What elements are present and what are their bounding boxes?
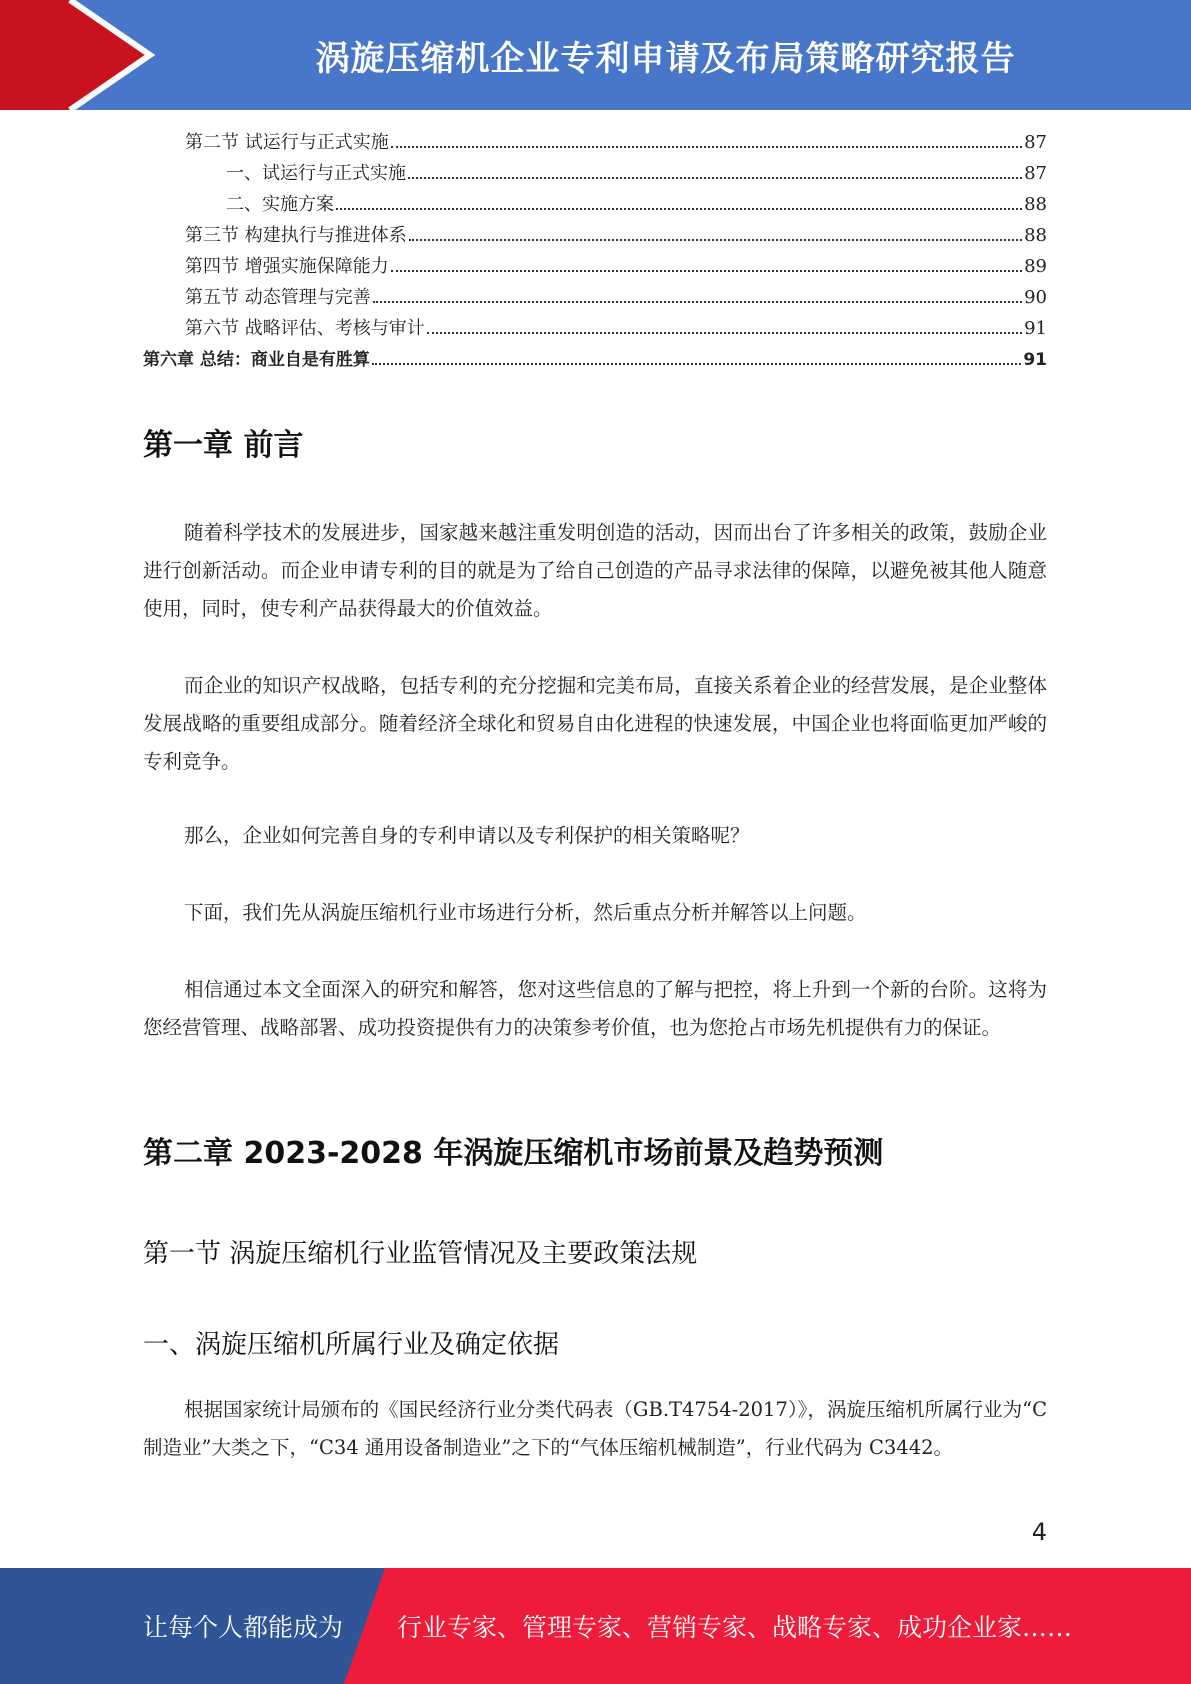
toc-item-page: 89 [1024, 256, 1047, 277]
toc-item-label: 第三节 构建执行与推进体系 [185, 225, 407, 246]
toc-item[interactable] [143, 221, 1047, 252]
toc-item-label: 第五节 动态管理与完善 [185, 287, 371, 308]
toc-item-label: 第六章 总结：商业自是有胜算 [143, 350, 370, 370]
report-title: 涡旋压缩机企业专利申请及布局策略研究报告 [315, 38, 1016, 79]
section-heading: 第一节 涡旋压缩机行业监管情况及主要政策法规 [143, 1239, 698, 1269]
subsection-heading: 一、涡旋压缩机所属行业及确定依据 [143, 1330, 560, 1360]
chapter1-paragraph: 相信通过本文全面深入的研究和解答，您对这些信息的了解与把控，将上升到一个新的台阶。这将为您经营管理、战略部署、成功投资提供有力的决策参考价值，也为您抢占市场先机提供有力的保证。 [143, 978, 1047, 1039]
chapter2-paragraph: 根据国家统计局颁布的《国民经济行业分类代码表（GB.T4754-2017）》，涡旋压缩机所属行业为“C 制造业”大类之下，“C34 通用设备制造业”之下的“气体压缩机械制造”，行业代码为 C3442。 [143, 1398, 1047, 1459]
toc-item[interactable] [143, 128, 1047, 159]
toc-leader [427, 331, 1022, 334]
toc-item[interactable] [143, 159, 1047, 190]
chapter1-paragraph: 下面，我们先从涡旋压缩机行业市场进行分析，然后重点分析并解答以上问题。 [184, 901, 867, 924]
toc-item[interactable] [143, 190, 1047, 221]
toc-item-page: 87 [1024, 132, 1047, 153]
footer-slogan-left: 让每个人都能成为 [143, 1613, 344, 1642]
toc-item[interactable] [143, 283, 1047, 314]
header-band [0, 0, 1191, 110]
page-number: 4 [1031, 1518, 1047, 1546]
toc-item-page: 91 [1023, 350, 1047, 370]
toc-item-page: 88 [1024, 194, 1047, 215]
toc-leader [336, 207, 1022, 210]
toc-item-label: 一、试运行与正式实施 [226, 163, 406, 184]
toc-item-label: 第六节 战略评估、考核与审计 [185, 318, 425, 339]
toc-leader [373, 300, 1022, 303]
toc-item-page: 90 [1024, 287, 1047, 308]
table-of-contents [143, 128, 1047, 376]
toc-leader [372, 362, 1021, 365]
chapter1-paragraph: 随着科学技术的发展进步，国家越来越注重发明创造的活动，因而出台了许多相关的政策，鼓励企业进行创新活动。而企业申请专利的目的就是为了给自己创造的产品寻求法律的保障，以避免被其他人随意使用，同时，使专利产品获得最大的价值效益。 [143, 521, 1047, 620]
toc-leader [409, 238, 1022, 241]
chapter1-heading: 第一章 前言 [143, 428, 304, 463]
toc-item-page: 91 [1024, 318, 1047, 339]
toc-item-page: 88 [1024, 225, 1047, 246]
toc-leader [391, 269, 1022, 272]
toc-leader [391, 145, 1022, 148]
toc-item-label: 第二节 试运行与正式实施 [185, 132, 389, 153]
toc-leader [408, 176, 1022, 179]
red-chevron-icon [0, 0, 160, 110]
toc-item-label: 第四节 增强实施保障能力 [185, 256, 389, 277]
footer-band [0, 1568, 1191, 1684]
chapter1-paragraph: 那么，企业如何完善自身的专利申请以及专利保护的相关策略呢？ [184, 824, 750, 847]
footer-slogan-right: 行业专家、管理专家、营销专家、战略专家、成功企业家…… [397, 1613, 1073, 1642]
toc-item[interactable] [143, 314, 1047, 345]
chapter2-heading: 第二章 2023-2028 年涡旋压缩机市场前景及趋势预测 [143, 1136, 884, 1171]
toc-item[interactable] [143, 252, 1047, 283]
toc-item[interactable] [143, 345, 1047, 376]
toc-item-label: 二、实施方案 [226, 194, 334, 215]
chapter1-paragraph: 而企业的知识产权战略，包括专利的充分挖掘和完美布局，直接关系着企业的经营发展，是企业整体发展战略的重要组成部分。随着经济全球化和贸易自由化进程的快速发展，中国企业也将面临更加严峻的专利竞争。 [143, 674, 1047, 773]
toc-item-page: 87 [1024, 163, 1047, 184]
